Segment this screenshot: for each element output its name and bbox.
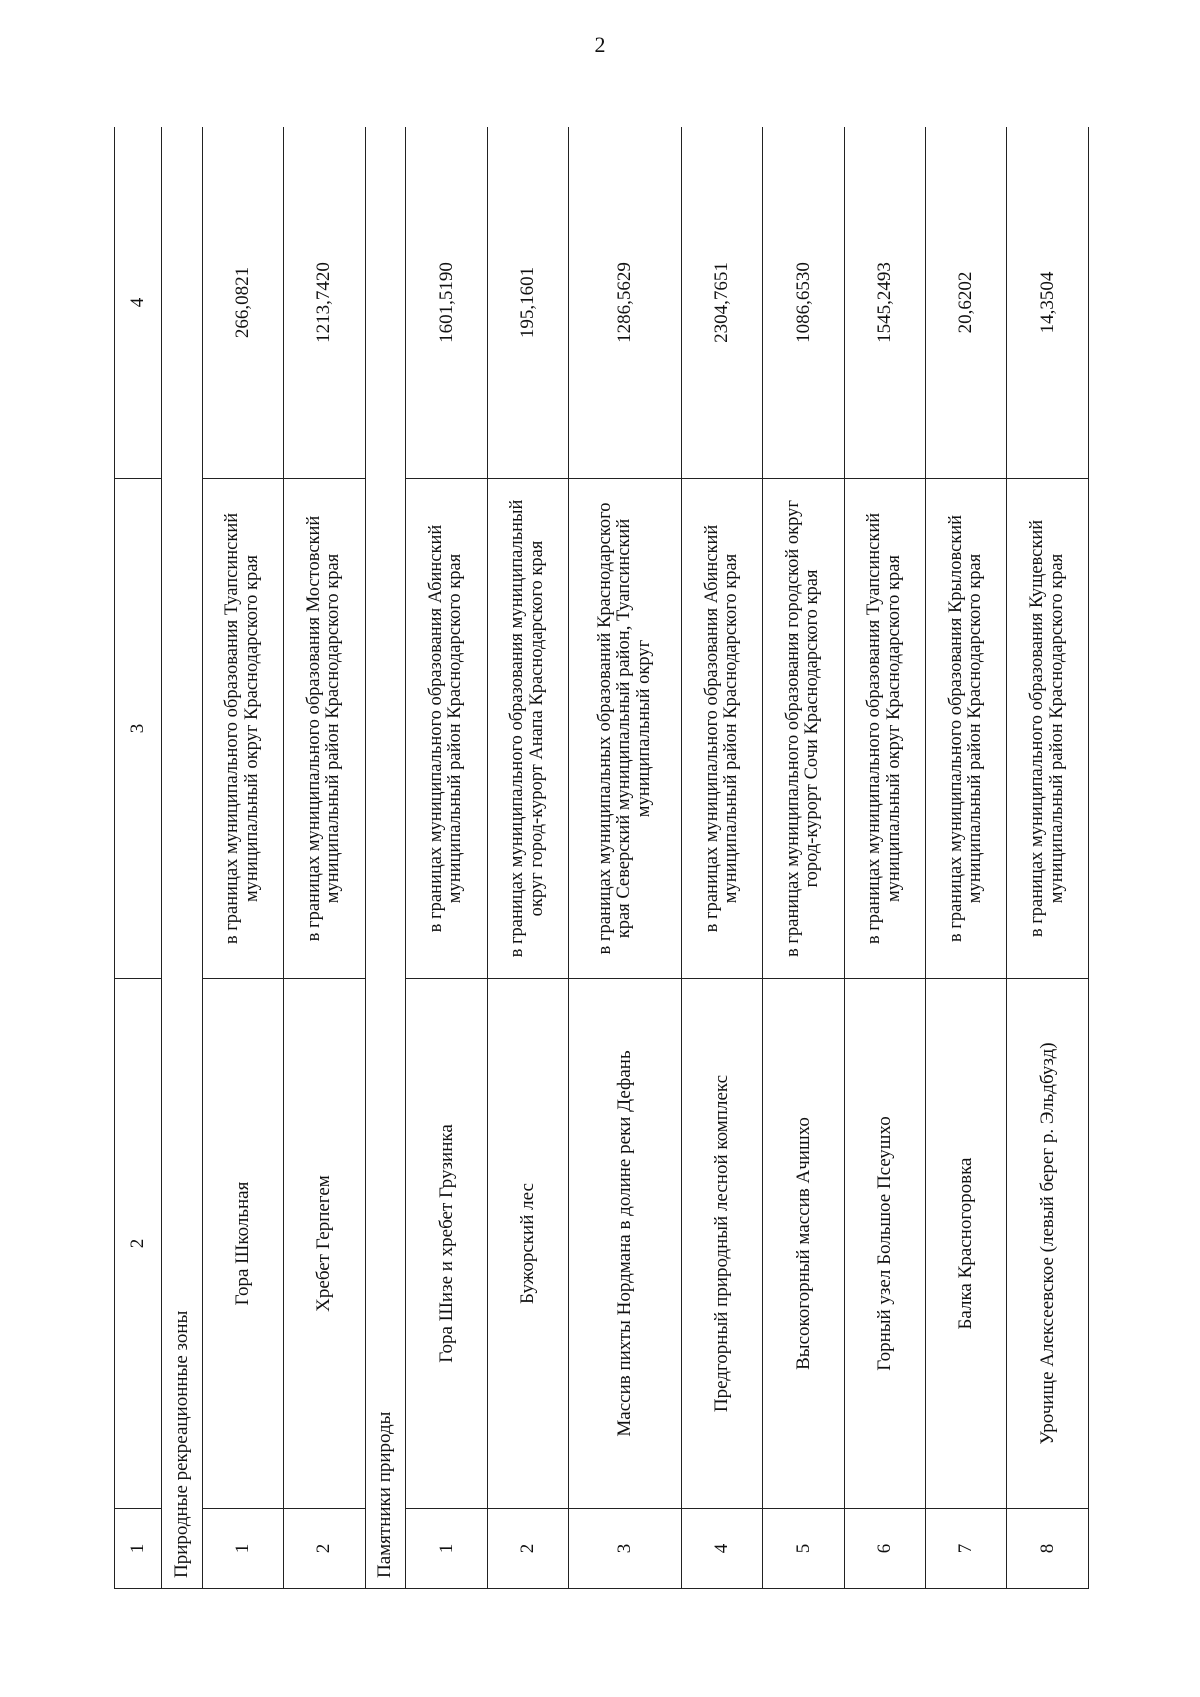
object-location: в границах муниципальных образований Краснодарского края Северский муниципальный район, Туапсинский муниципальный округ	[569, 479, 682, 979]
row-number: 2	[487, 1509, 568, 1589]
row-number: 5	[763, 1509, 844, 1589]
object-area: 1286,5629	[569, 127, 682, 479]
header-cell-3: 3	[115, 479, 162, 979]
rotated-table	[114, 127, 1089, 1589]
object-area: 266,0821	[202, 127, 283, 479]
object-area: 2304,7651	[681, 127, 762, 479]
table-row	[406, 127, 487, 1589]
object-location: в границах муниципального образования Туапсинский муниципальный округ Краснодарского края	[202, 479, 283, 979]
table-row	[1007, 127, 1089, 1589]
object-name: Высокогорный массив Ачишхо	[763, 979, 844, 1509]
row-number: 2	[284, 1509, 365, 1589]
object-location: в границах муниципального образования Абинский муниципальный район Краснодарского края	[406, 479, 487, 979]
table-row	[284, 127, 365, 1589]
header-cell-2: 2	[115, 979, 162, 1509]
section-title: Памятники природы	[365, 127, 406, 1589]
object-name: Горный узел Большое Псеушхо	[844, 979, 925, 1509]
object-location: в границах муниципального образования муниципальный округ город-курорт Анапа Краснодарского края	[487, 479, 568, 979]
row-number: 4	[681, 1509, 762, 1589]
protected-areas-table	[114, 127, 1089, 1589]
object-location: в границах муниципального образования Мостовский муниципальный район Краснодарского края	[284, 479, 365, 979]
object-area: 195,1601	[487, 127, 568, 479]
table-row	[681, 127, 762, 1589]
header-cell-1: 1	[115, 1509, 162, 1589]
object-name: Массив пихты Нордмана в долине реки Дефань	[569, 979, 682, 1509]
object-location: в границах муниципального образования Туапсинский муниципальный округ Краснодарского края	[844, 479, 925, 979]
table-row	[763, 127, 844, 1589]
object-area: 14,3504	[1007, 127, 1089, 479]
object-name: Гора Школьная	[202, 979, 283, 1509]
object-area: 1086,6530	[763, 127, 844, 479]
row-number: 6	[844, 1509, 925, 1589]
row-number: 1	[406, 1509, 487, 1589]
object-location: в границах муниципального образования Абинский муниципальный район Краснодарского края	[681, 479, 762, 979]
section-row	[365, 127, 406, 1589]
table-row	[202, 127, 283, 1589]
table-row	[569, 127, 682, 1589]
object-name: Гора Шизе и хребет Грузинка	[406, 979, 487, 1509]
object-name: Предгорный природный лесной комплекс	[681, 979, 762, 1509]
object-name: Балка Красногоровка	[926, 979, 1007, 1509]
section-row	[161, 127, 202, 1589]
object-name: Хребет Герпегем	[284, 979, 365, 1509]
object-area: 1545,2493	[844, 127, 925, 479]
object-location: в границах муниципального образования городской округ город-курорт Сочи Краснодарского края	[763, 479, 844, 979]
table-container	[114, 127, 1089, 1589]
table-row	[487, 127, 568, 1589]
object-area: 1213,7420	[284, 127, 365, 479]
object-location: в границах муниципального образования Кущевский муниципальный район Краснодарского края	[1007, 479, 1089, 979]
object-location: в границах муниципального образования Крыловский муниципальный район Краснодарского края	[926, 479, 1007, 979]
row-number: 3	[569, 1509, 682, 1589]
row-number: 7	[926, 1509, 1007, 1589]
header-cell-4: 4	[115, 127, 162, 479]
page-number: 2	[594, 32, 606, 57]
object-area: 1601,5190	[406, 127, 487, 479]
object-name: Бужорский лес	[487, 979, 568, 1509]
header-row	[115, 127, 162, 1589]
row-number: 1	[202, 1509, 283, 1589]
section-title: Природные рекреационные зоны	[161, 127, 202, 1589]
table-row	[844, 127, 925, 1589]
row-number: 8	[1007, 1509, 1089, 1589]
object-area: 20,6202	[926, 127, 1007, 479]
object-name: Урочище Алексеевское (левый берег р. Эльдбузд)	[1007, 979, 1089, 1509]
table-row	[926, 127, 1007, 1589]
